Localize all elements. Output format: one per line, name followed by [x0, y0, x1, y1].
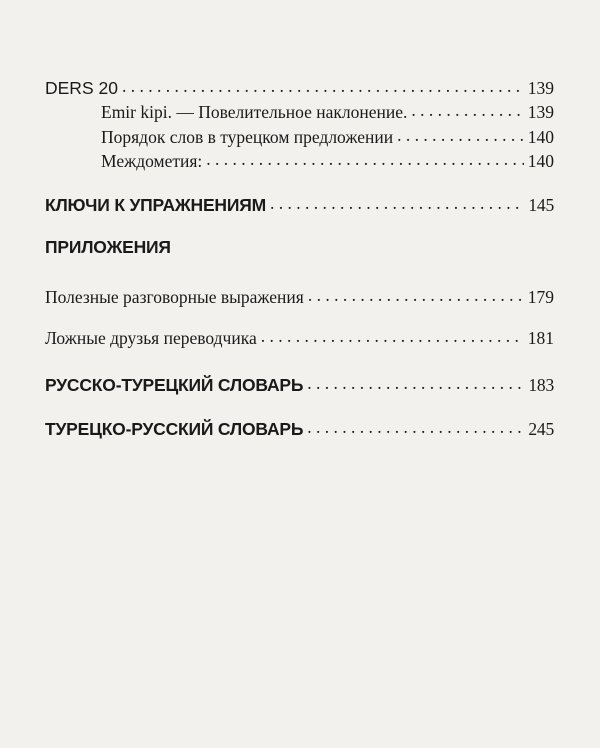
- toc-entry-label: ТУРЕЦКО-РУССКИЙ СЛОВАРЬ: [45, 419, 304, 440]
- toc-page-number: 140: [527, 127, 554, 148]
- toc-page-number: 179: [527, 287, 554, 308]
- toc-page-number: 183: [528, 375, 554, 396]
- toc-entry-label: РУССКО-ТУРЕЦКИЙ СЛОВАРЬ: [45, 375, 304, 396]
- toc-leader-dots: [411, 99, 523, 118]
- toc-entry-turkish-russian-dictionary: [45, 416, 554, 440]
- toc-entry-useful-phrases: [45, 284, 554, 308]
- toc-leader-dots: [206, 148, 523, 167]
- toc-entry-label: Emir kipi. — Повелительное наклонение.: [101, 102, 408, 123]
- toc-entry-ders-20: [45, 75, 554, 99]
- toc-entry-label: Порядок слов в турецком предложении: [101, 127, 394, 148]
- toc-leader-dots: [270, 192, 524, 211]
- toc-entry-false-friends: [45, 325, 554, 349]
- toc-leader-dots: [122, 75, 524, 94]
- toc-leader-dots: [307, 372, 524, 391]
- toc-entry-emir-kipi: [101, 99, 554, 123]
- toc-leader-dots: [307, 416, 524, 435]
- toc-entry-exercise-keys: [45, 192, 554, 216]
- toc-entry-label: Междометия:: [101, 151, 203, 172]
- toc-leader-dots: [308, 284, 524, 303]
- toc-page-number: 245: [528, 419, 554, 440]
- toc-page-number: 139: [527, 78, 554, 99]
- toc-leader-dots: [261, 325, 524, 344]
- toc-section-heading-appendices: [45, 236, 171, 258]
- toc-entry-label: Полезные разговорные выражения: [45, 287, 304, 308]
- toc-entry-label: DERS 20: [45, 78, 118, 99]
- toc-entry-russian-turkish-dictionary: [45, 372, 554, 396]
- toc-page-number: 145: [528, 195, 554, 216]
- toc-entry-interjections: [101, 148, 554, 172]
- toc-page-number: 181: [527, 328, 554, 349]
- toc-heading-label: ПРИЛОЖЕНИЯ: [45, 237, 171, 257]
- toc-leader-dots: [397, 124, 524, 143]
- toc-entry-label: Ложные друзья переводчика: [45, 328, 257, 349]
- toc-entry-word-order: [101, 124, 554, 148]
- toc-entry-label: КЛЮЧИ К УПРАЖНЕНИЯМ: [45, 195, 266, 216]
- toc-page-number: 139: [527, 102, 554, 123]
- toc-page-number: 140: [527, 151, 554, 172]
